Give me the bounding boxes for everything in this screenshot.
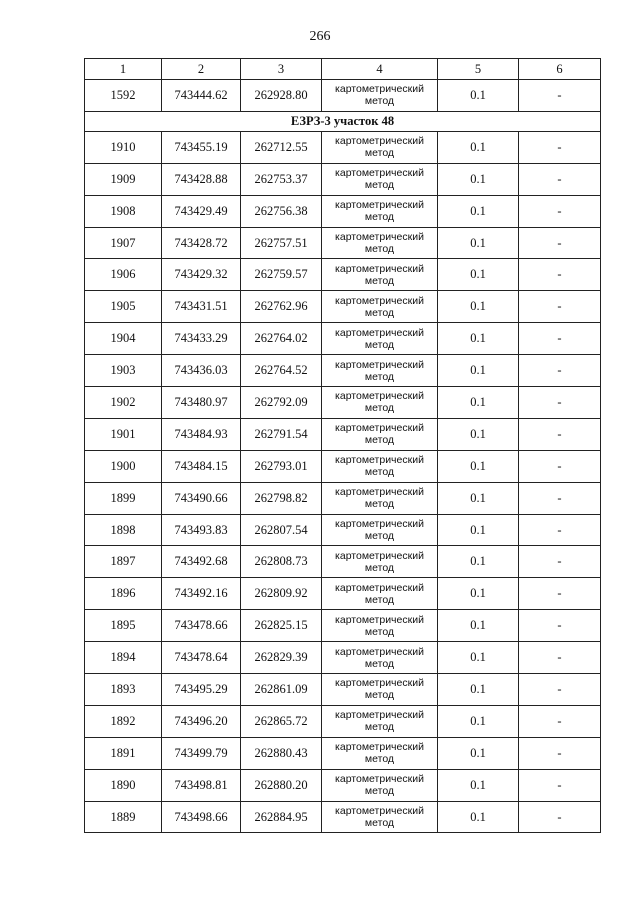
accuracy: 0.1 <box>438 450 519 482</box>
coord-y: 262865.72 <box>241 705 322 737</box>
accuracy: 0.1 <box>438 80 519 112</box>
method-line-2: метод <box>364 498 395 511</box>
accuracy: 0.1 <box>438 227 519 259</box>
point-id: 1904 <box>85 323 162 355</box>
method-cell <box>322 195 438 227</box>
method-cell <box>322 163 438 195</box>
method-cell <box>322 355 438 387</box>
coord-x: 743484.15 <box>162 450 241 482</box>
point-id: 1890 <box>85 769 162 801</box>
method-cell <box>322 227 438 259</box>
method-line-2: метод <box>364 274 395 287</box>
method-line-1: картометрический <box>335 231 424 243</box>
coord-y: 262764.52 <box>241 355 322 387</box>
method-cell <box>322 801 438 833</box>
method-line-2: метод <box>364 625 395 638</box>
accuracy: 0.1 <box>438 737 519 769</box>
coord-y: 262861.09 <box>241 674 322 706</box>
point-id: 1903 <box>85 355 162 387</box>
method-cell <box>322 705 438 737</box>
method-line-1: картометрический <box>335 358 424 371</box>
coord-x: 743499.79 <box>162 737 241 769</box>
method-line-2: метод <box>364 402 395 415</box>
method-cell <box>322 642 438 674</box>
method-line-1: картометрический <box>335 805 424 818</box>
coord-y: 262825.15 <box>241 610 322 642</box>
point-id: 1907 <box>85 227 162 259</box>
point-id: 1893 <box>85 674 162 706</box>
table-row <box>85 387 601 419</box>
coord-x: 743490.66 <box>162 482 241 514</box>
coord-x: 743428.88 <box>162 163 241 195</box>
coord-y: 262712.55 <box>241 131 322 163</box>
coord-x: 743428.72 <box>162 227 241 259</box>
coord-x: 743492.16 <box>162 578 241 610</box>
accuracy: 0.1 <box>438 131 519 163</box>
method-cell <box>322 482 438 514</box>
method-line-2: метод <box>364 306 395 319</box>
note: - <box>519 387 601 419</box>
accuracy: 0.1 <box>438 514 519 546</box>
note: - <box>519 131 601 163</box>
method-line-2: метод <box>364 179 395 192</box>
method-line-1: картометрический <box>335 741 424 754</box>
table-row <box>85 291 601 323</box>
coord-x: 743444.62 <box>162 80 241 112</box>
method-line-1: картометрический <box>335 486 424 499</box>
coord-x: 743495.29 <box>162 674 241 706</box>
coord-x: 743429.32 <box>162 259 241 291</box>
note: - <box>519 450 601 482</box>
point-id: 1900 <box>85 450 162 482</box>
accuracy: 0.1 <box>438 291 519 323</box>
point-id: 1895 <box>85 610 162 642</box>
method-line-2: метод <box>364 95 395 108</box>
coord-y: 262807.54 <box>241 514 322 546</box>
method-cell <box>322 769 438 801</box>
note: - <box>519 418 601 450</box>
point-id: 1909 <box>85 163 162 195</box>
method-cell <box>322 323 438 355</box>
coord-y: 262880.20 <box>241 769 322 801</box>
method-cell <box>322 418 438 450</box>
accuracy: 0.1 <box>438 642 519 674</box>
accuracy: 0.1 <box>438 674 519 706</box>
coord-y: 262793.01 <box>241 450 322 482</box>
method-line-2: метод <box>364 147 395 160</box>
coord-y: 262928.80 <box>241 80 322 112</box>
point-id: 1897 <box>85 546 162 578</box>
accuracy: 0.1 <box>438 323 519 355</box>
section-row <box>85 111 601 131</box>
note: - <box>519 259 601 291</box>
coord-x: 743436.03 <box>162 355 241 387</box>
method-line-1: картометрический <box>335 581 424 594</box>
note: - <box>519 227 601 259</box>
method-cell <box>322 80 438 112</box>
note: - <box>519 674 601 706</box>
note: - <box>519 801 601 833</box>
method-line-1: картометрический <box>335 294 424 307</box>
method-cell <box>322 291 438 323</box>
table-row <box>85 578 601 610</box>
note: - <box>519 291 601 323</box>
table-row <box>85 674 601 706</box>
point-id: 1891 <box>85 737 162 769</box>
point-id: 1902 <box>85 387 162 419</box>
note: - <box>519 546 601 578</box>
note: - <box>519 80 601 112</box>
method-line-2: метод <box>364 753 395 766</box>
method-cell <box>322 546 438 578</box>
note: - <box>519 195 601 227</box>
table-row <box>85 642 601 674</box>
method-line-2: метод <box>364 561 395 574</box>
method-cell <box>322 131 438 163</box>
method-line-1: картометрический <box>335 135 424 148</box>
method-line-1: картометрический <box>335 422 424 435</box>
accuracy: 0.1 <box>438 418 519 450</box>
method-line-1: картометрический <box>335 549 424 562</box>
table-row <box>85 482 601 514</box>
coord-y: 262756.38 <box>241 195 322 227</box>
method-line-1: картометрический <box>335 645 424 658</box>
coord-y: 262792.09 <box>241 387 322 419</box>
method-line-2: метод <box>364 434 395 447</box>
coord-y: 262762.96 <box>241 291 322 323</box>
table-row <box>85 546 601 578</box>
accuracy: 0.1 <box>438 163 519 195</box>
coord-y: 262798.82 <box>241 482 322 514</box>
method-line-1: картометрический <box>335 677 424 690</box>
method-line-2: метод <box>364 817 395 830</box>
coord-y: 262808.73 <box>241 546 322 578</box>
coord-y: 262764.02 <box>241 323 322 355</box>
accuracy: 0.1 <box>438 801 519 833</box>
table-row <box>85 418 601 450</box>
note: - <box>519 705 601 737</box>
table-row <box>85 227 601 259</box>
method-line-1: картометрический <box>335 83 424 96</box>
note: - <box>519 610 601 642</box>
coord-y: 262759.57 <box>241 259 322 291</box>
method-cell <box>322 514 438 546</box>
table-row <box>85 450 601 482</box>
column-header-6: 6 <box>519 59 601 80</box>
coord-y: 262791.54 <box>241 418 322 450</box>
method-line-2: метод <box>364 689 395 702</box>
point-id: 1898 <box>85 514 162 546</box>
method-line-1: картометрический <box>335 262 424 275</box>
accuracy: 0.1 <box>438 705 519 737</box>
table-row <box>85 355 601 387</box>
coord-y: 262809.92 <box>241 578 322 610</box>
table-row <box>85 769 601 801</box>
coord-x: 743498.66 <box>162 801 241 833</box>
method-line-1: картометрический <box>335 326 424 339</box>
method-line-2: метод <box>364 530 395 543</box>
accuracy: 0.1 <box>438 387 519 419</box>
point-id: 1908 <box>85 195 162 227</box>
method-line-2: метод <box>364 657 395 670</box>
note: - <box>519 578 601 610</box>
method-line-1: картометрический <box>335 709 424 722</box>
method-cell <box>322 450 438 482</box>
table-row <box>85 80 601 112</box>
coord-y: 262884.95 <box>241 801 322 833</box>
method-cell <box>322 259 438 291</box>
coord-x: 743493.83 <box>162 514 241 546</box>
accuracy: 0.1 <box>438 355 519 387</box>
note: - <box>519 163 601 195</box>
point-id: 1889 <box>85 801 162 833</box>
point-id: 1892 <box>85 705 162 737</box>
method-line-2: метод <box>364 593 395 606</box>
note: - <box>519 482 601 514</box>
method-cell <box>322 387 438 419</box>
method-line-1: картометрический <box>335 454 424 467</box>
coord-x: 743480.97 <box>162 387 241 419</box>
point-id: 1905 <box>85 291 162 323</box>
table-row <box>85 195 601 227</box>
method-cell <box>322 674 438 706</box>
method-line-1: картометрический <box>335 518 424 531</box>
point-id: 1910 <box>85 131 162 163</box>
coord-x: 743429.49 <box>162 195 241 227</box>
point-id: 1906 <box>85 259 162 291</box>
method-line-1: картометрический <box>335 390 424 403</box>
method-line-2: метод <box>364 721 395 734</box>
column-header-4: 4 <box>322 59 438 80</box>
accuracy: 0.1 <box>438 259 519 291</box>
method-line-2: метод <box>364 370 395 383</box>
coord-y: 262829.39 <box>241 642 322 674</box>
coord-x: 743431.51 <box>162 291 241 323</box>
note: - <box>519 769 601 801</box>
coord-x: 743478.64 <box>162 642 241 674</box>
table-row <box>85 514 601 546</box>
method-cell <box>322 610 438 642</box>
coord-y: 262757.51 <box>241 227 322 259</box>
coord-x: 743478.66 <box>162 610 241 642</box>
point-id: 1901 <box>85 418 162 450</box>
column-header-3: 3 <box>241 59 322 80</box>
table-row <box>85 323 601 355</box>
table-row <box>85 801 601 833</box>
point-id: 1592 <box>85 80 162 112</box>
method-line-1: картометрический <box>335 613 424 626</box>
coordinates-table <box>84 58 601 833</box>
coord-y: 262753.37 <box>241 163 322 195</box>
coord-x: 743455.19 <box>162 131 241 163</box>
method-line-2: метод <box>364 243 395 255</box>
method-line-1: картометрический <box>335 167 424 180</box>
method-cell <box>322 737 438 769</box>
table-row <box>85 737 601 769</box>
coord-x: 743498.81 <box>162 769 241 801</box>
method-line-2: метод <box>364 466 395 479</box>
point-id: 1896 <box>85 578 162 610</box>
note: - <box>519 514 601 546</box>
table-header-row <box>85 59 601 80</box>
accuracy: 0.1 <box>438 769 519 801</box>
note: - <box>519 355 601 387</box>
coord-x: 743492.68 <box>162 546 241 578</box>
table-row <box>85 163 601 195</box>
point-id: 1899 <box>85 482 162 514</box>
page-number: 266 <box>309 29 331 44</box>
method-line-1: картометрический <box>335 773 424 786</box>
accuracy: 0.1 <box>438 482 519 514</box>
note: - <box>519 737 601 769</box>
section-title: ЕЗРЗ-3 участок 48 <box>85 111 601 131</box>
coord-x: 743433.29 <box>162 323 241 355</box>
note: - <box>519 642 601 674</box>
table-row <box>85 705 601 737</box>
method-line-1: картометрический <box>335 199 424 212</box>
coord-x: 743484.93 <box>162 418 241 450</box>
table-row <box>85 610 601 642</box>
method-line-2: метод <box>364 338 395 351</box>
column-header-2: 2 <box>162 59 241 80</box>
point-id: 1894 <box>85 642 162 674</box>
accuracy: 0.1 <box>438 195 519 227</box>
accuracy: 0.1 <box>438 578 519 610</box>
coord-y: 262880.43 <box>241 737 322 769</box>
method-line-2: метод <box>364 211 395 224</box>
method-cell <box>322 578 438 610</box>
table-row <box>85 259 601 291</box>
accuracy: 0.1 <box>438 610 519 642</box>
coord-x: 743496.20 <box>162 705 241 737</box>
note: - <box>519 323 601 355</box>
method-line-2: метод <box>364 785 395 798</box>
table-row <box>85 131 601 163</box>
column-header-1: 1 <box>85 59 162 80</box>
column-header-5: 5 <box>438 59 519 80</box>
accuracy: 0.1 <box>438 546 519 578</box>
